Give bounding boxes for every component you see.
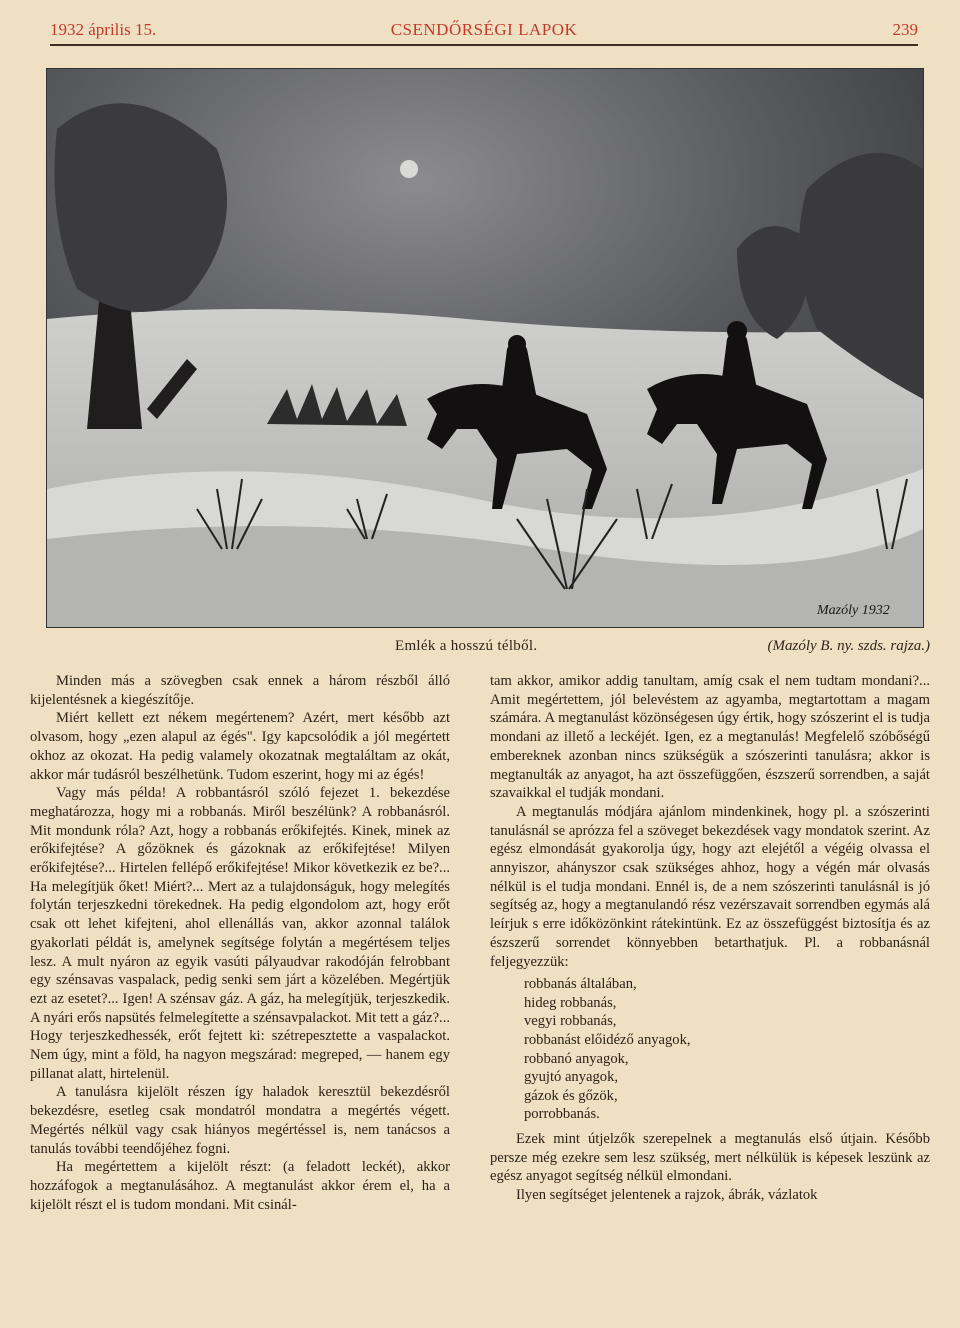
illustration-svg <box>47 69 923 627</box>
page-header <box>50 14 918 46</box>
list-item: robbanás általában, <box>524 976 637 993</box>
list-item: gyujtó anyagok, <box>524 1069 619 1086</box>
list-item: robbanó anyagok, <box>524 1050 629 1067</box>
paragraph: Ha megértettem a kijelölt részt: (a feladott leckét), akkor hozzáfogok a megtanulásához. A megtanulást akkor érem el, ha a kijelölt részt el is tudom mondani. Mit csinál- <box>30 1159 450 1213</box>
list-item: robbanást előidéző anyagok, <box>524 1032 691 1049</box>
paragraph: tam akkor, amikor addig tanultam, amíg csak el nem tudtam mondani?... Amit megértettem, jól belevéstem az agyamba, megtartottam a magam számára. A megtanulást közönségesen úgy értik, hogy szószerint el is tudja mondani az illető a leckéjét. Igen, ez a megtanulás! Megfelelő szóbőségű embereknek azonban nincs szükségük a szószerinti tanulásra; akkor is megtanulták az anyagot, ha azt összefüggően, észszerű sorrendben, a saját szavaikkal el tudják mondani. <box>490 673 930 802</box>
winter-riders-illustration <box>46 68 924 628</box>
paragraph: A tanulásra kijelölt részen így haladok keresztül bekezdésről bekezdésre, esetleg csak mondatról mondatra a megértés végett. Megértés nélkül vagy csak hiányos megértéssel is, nem tanácsos a tanulás további teendőjéhez fogni. <box>30 1084 450 1157</box>
paragraph: A megtanulás módjára ajánlom mindenkinek, hogy pl. a szószerinti tanulásnál se aprózza fel a szöveget bekezdések vagy mondatok szerint. Az egész elmondását gyakorolja úgy, hogy azt elejétől a végéig olvassa el annyiszor, ahányszor csak szükséges ahhoz, hogy a végén már olvasás nélkül is el tudja mondani. Ennél is, de a nem szószerinti tanulásnál is jó segítség az, hogy a megtanulandó rész vezérszavait sorrendben egymás alá leírjuk s erre időközönkint rátekintünk. Ez az összefüggést biztosítja és az észszerű sorrendet könnyebben betarthatjuk. Pl. a robbanásnál feljegyezzük: <box>490 803 930 970</box>
paragraph: Ilyen segítséget jelentenek a rajzok, ábrák, vázlatok <box>516 1187 818 1204</box>
caption-text: Emlék a hosszú télből. <box>395 638 538 654</box>
issue-date: 1932 április 15. <box>50 20 157 39</box>
caption-credit: (Mazóly B. ny. szds. rajza.) <box>767 638 930 654</box>
paragraph: Minden más a szövegben csak ennek a három részből álló kijelentésnek a kiegészítője. <box>30 673 450 708</box>
list-item: hideg robbanás, <box>524 994 617 1011</box>
paragraph: Ezek mint útjelzők szerepelnek a megtanulás első útjain. Később persze még ezekre sem lesz szükség, mert nélkülük is képesek leszünk az egész anyagot segítség nélkül elmondani. <box>490 1131 930 1185</box>
moon <box>400 160 418 178</box>
list-item: vegyi robbanás, <box>524 1013 617 1030</box>
left-column <box>30 672 450 1312</box>
artist-signature: Mazóly 1932 <box>817 603 890 618</box>
list-item: porrobbanás. <box>524 1106 600 1123</box>
right-column <box>490 672 930 1312</box>
keyword-list <box>524 975 930 1124</box>
list-item: gázok és gőzök, <box>524 1087 618 1104</box>
paragraph: Miért kellett ezt nékem megértenem? Azért, mert később azt olvasom, hogy „ezen alapul az égés". Igy kapcsolódik a jól megértett okhoz az okozat. Ha pedig valamely okozatnak megtaláltam az okát, akkor már tudásról beszélhetünk. Tudom eszerint, hogy mi az égés! <box>30 710 450 783</box>
page-number: 239 <box>892 20 918 39</box>
journal-title: CSENDŐRSÉGI LAPOK <box>390 20 578 39</box>
paragraph: Vagy más példa! A robbantásról szóló fejezet 1. bekezdése meghatározza, hogy mi a robbanás. Miről beszélünk? A robbanásról. Mit mondunk róla? Azt, hogy a robbanás erőkifejtés. Kinek, minek az erőkifejtése? A gőzöknek és gázoknak az erőkifejtése! Milyen erőkifejtése?... Hirtelen fellépő erőkifejtése! Mikor következik ez be?... Ha melegítjük őket! Miért?... Mert az a tulajdonságuk, hogy melegítés folytán terjeszkedni törekednek. Ha pedig elgondolom azt, hogy erőt csak ott lehet kifejteni, ahol ellenállás van, akkor azonnal találok gyakorlati példát is, amelynek segítsége folytán a megértésem teljes lesz. A mult nyáron az egyik vasúti pályaudvar rakodóján felrobbant egy szénsavas vaspalack, pedig senki sem járt a közelében. Megértjük ezt az esetet?... Igen! A szénsav gáz. A gáz, ha melegítjük, terjeszkedik. A nyári erős napsütés felmelegítette a szénsavpalackot. Mit tett a gáz?... Hogy terjeszkedhessék, erőt fejtett ki: szétrepesztette a vaspalackot. Nem úgy, mint a föld, ha nagyon megszárad: megreped, — hanem egy pillanat alatt, hirtelenül. <box>30 785 450 1082</box>
illustration-caption <box>40 638 930 660</box>
